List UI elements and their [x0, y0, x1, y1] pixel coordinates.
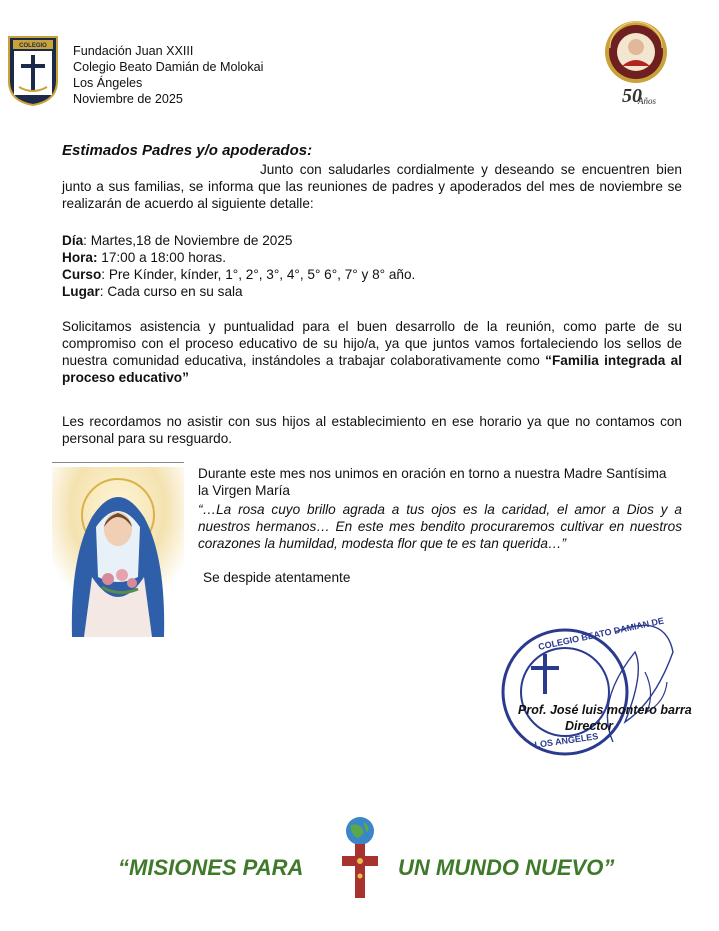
request-text: Solicitamos asistencia y puntualidad para el buen desarrollo de la reunión, como parte de su compromiso con el proceso educativo de su hijo/a, ya que juntos vamos fortaleciendo los sellos de nuestra comunidad educativa, instándoles a trabajar colaborativamente como — [62, 319, 682, 368]
school-logo-left — [7, 35, 59, 107]
reminder-paragraph: Les recordamos no asistir con sus hijos al establecimiento en ese horario ya que no contamos con personal para su resguardo. — [62, 414, 682, 446]
svg-text:COLEGIO BEATO DAMIAN DE: COLEGIO BEATO DAMIAN DE — [537, 615, 665, 652]
motto-left: “MISIONES PARA — [118, 855, 304, 880]
detail-place-value: : Cada curso en su sala — [99, 284, 243, 299]
foundation-name: Fundación Juan XXIII — [73, 44, 194, 58]
divider-line — [52, 462, 184, 463]
prayer-line-2: la Virgen María — [198, 483, 290, 498]
detail-course-label: Curso — [62, 267, 102, 282]
detail-day — [62, 232, 292, 249]
request-paragraph — [62, 318, 682, 386]
years-number: 50 — [622, 85, 642, 107]
request-bold: “Familia integrada al proceso educativo” — [62, 353, 682, 385]
detail-day-label: Día — [62, 233, 84, 248]
detail-place-label: Lugar — [62, 284, 100, 299]
detail-course — [62, 266, 415, 283]
intro-paragraph: Junto con saludarles cordialmente y deseando se encuentren bien junto a sus familias, se informa que las reuniones de padres y apoderados del mes de noviembre se realizarán de acuerdo al siguiente detalle: — [62, 162, 682, 211]
school-name: Colegio Beato Damián de Molokai — [73, 60, 264, 74]
foundation-50-years-logo — [600, 20, 672, 108]
city: Los Ángeles — [73, 76, 143, 90]
prayer-line-1: Durante este mes nos unimos en oración en torno a nuestra Madre Santísima — [198, 466, 667, 481]
detail-course-value: : Pre Kínder, kínder, 1°, 2°, 3°, 4°, 5° 6°, 7° y 8° año. — [101, 267, 416, 282]
detail-day-value: : Martes,18 de Noviembre de 2025 — [83, 233, 293, 248]
detail-place — [62, 283, 243, 300]
farewell: Se despide atentamente — [203, 570, 351, 585]
detail-time-value: 17:00 a 18:00 horas. — [97, 250, 226, 265]
letterhead — [73, 43, 263, 107]
signatory-role: Director — [565, 719, 613, 733]
date: Noviembre de 2025 — [73, 92, 183, 106]
cross-globe-icon — [336, 816, 388, 900]
virgin-mary-image — [52, 467, 184, 637]
logo-left-top-text: COLEGIO — [19, 43, 47, 49]
detail-time-label: Hora: — [62, 250, 98, 265]
detail-time — [62, 249, 226, 266]
years-word: Años — [638, 96, 656, 106]
svg-text:LOS ANGELES: LOS ANGELES — [533, 731, 599, 750]
school-stamp — [495, 612, 685, 762]
greeting: Estimados Padres y/o apoderados: — [62, 142, 313, 159]
signatory-name: Prof. José luis montero barra — [518, 703, 692, 717]
motto-right: UN MUNDO NUEVO” — [398, 855, 615, 880]
marian-quote: “…La rosa cuyo brillo agrada a tus ojos es la caridad, el amor a Dios y a nuestros hermanos… En este mes bendito procuraremos cultivar en nuestros corazones la humildad, modesta flor que te es tan querida…” — [198, 502, 682, 551]
